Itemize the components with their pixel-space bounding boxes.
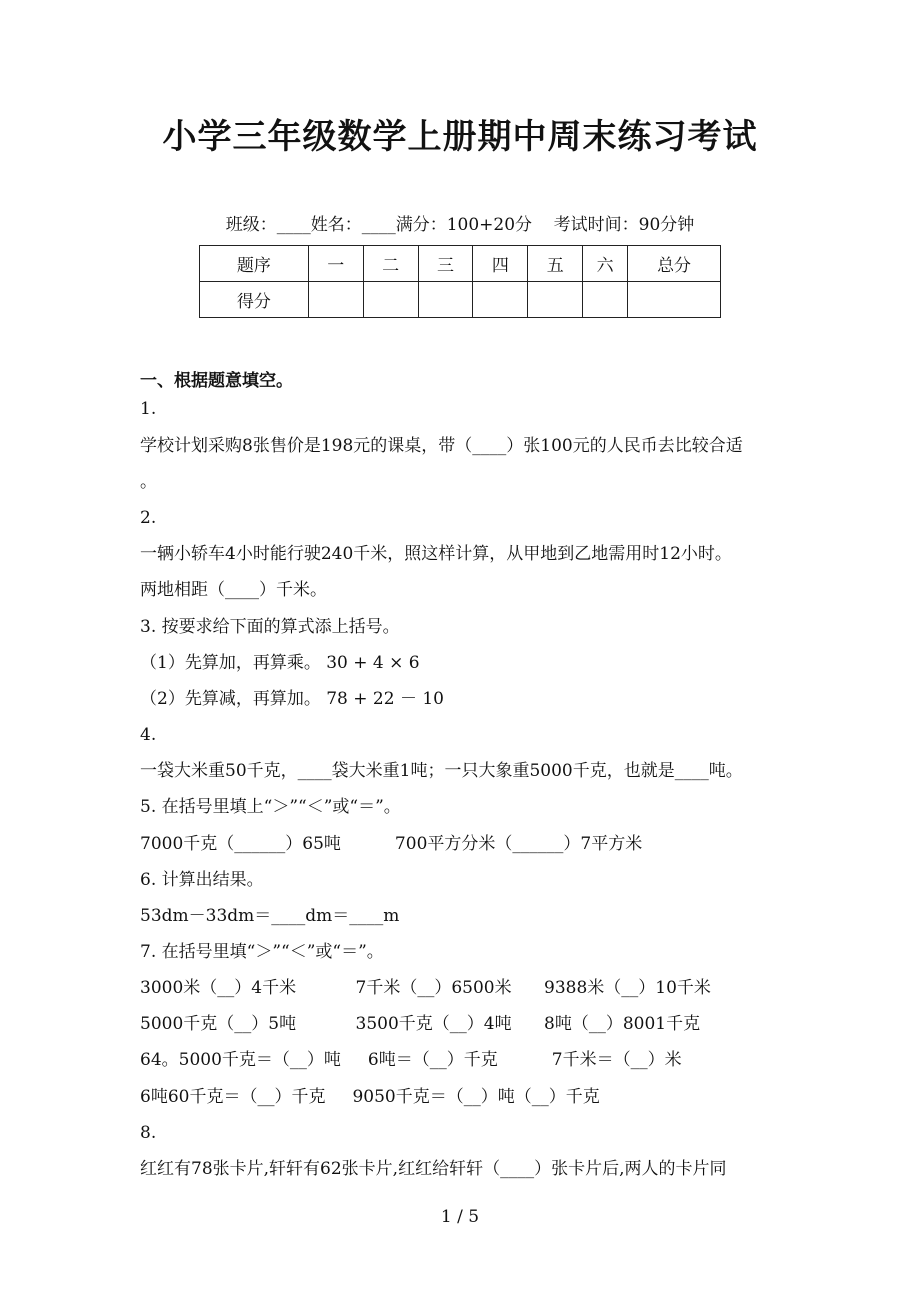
question-text: 5000千克（__）5吨 3500千克（__）4吨 8吨（__）8001千克 [140,1014,701,1034]
question-number: 2. [140,508,157,528]
score-header-cell: 题序 [200,246,309,282]
question-text: 3000米（__）4千米 7千米（__）6500米 9388米（__）10千米 [140,978,711,998]
question-number: 8. [140,1123,157,1143]
question-text: 两地相距（____）千米。 [140,580,327,600]
exam-info-line: 班级：____姓名：____满分：100+20分 考试时间：90分钟 [225,215,695,235]
question-text: 学校计划采购8张售价是198元的课桌，带（____）张100元的人民币去比较合适 [140,436,743,456]
question-text: 一袋大米重50千克，____袋大米重1吨；一只大象重5000千克，也就是____吨。 [140,761,743,781]
score-table-header-row [200,246,721,282]
section-heading: 一、根据题意填空。 [140,371,293,391]
score-entry-cell[interactable] [418,282,473,318]
question-text: 红红有78张卡片,轩轩有62张卡片,红红给轩轩（____）张卡片后,两人的卡片同 [140,1159,727,1179]
score-entry-cell[interactable] [628,282,721,318]
question-text: 7000千克（______）65吨 700平方分米（______）7平方米 [140,834,643,854]
score-header-cell: 五 [528,246,583,282]
question-text: （1）先算加，再算乘。 30 + 4 × 6 [140,653,420,673]
score-entry-cell[interactable] [528,282,583,318]
question-text: （2）先算减，再算加。 78 + 22 － 10 [140,689,444,709]
score-header-cell: 二 [363,246,418,282]
score-entry-cell[interactable] [308,282,363,318]
score-table-score-row [200,282,721,318]
question-text: 7. 在括号里填“＞”“＜”或“＝”。 [140,942,384,962]
question-text: 5. 在括号里填上“＞”“＜”或“＝”。 [140,797,401,817]
question-text: 。 [140,472,157,492]
score-row-label: 得分 [200,282,309,318]
question-number: 4. [140,725,157,745]
question-text: 3. 按要求给下面的算式添上括号。 [140,617,400,637]
page-title: 小学三年级数学上册期中周末练习考试 [162,117,758,157]
score-header-cell: 三 [418,246,473,282]
score-header-cell: 六 [583,246,628,282]
score-header-cell: 总分 [628,246,721,282]
question-number: 1. [140,399,157,419]
score-header-cell: 一 [308,246,363,282]
score-entry-cell[interactable] [583,282,628,318]
question-text: 6吨60千克＝（__）千克 9050千克＝（__）吨（__）千克 [140,1087,600,1107]
score-table [199,245,721,318]
question-text: 一辆小轿车4小时能行驶240千米，照这样计算，从甲地到乙地需用时12小时。 [140,544,732,564]
question-text: 64。5000千克＝（__）吨 6吨＝（__）千克 7千米＝（__）米 [140,1050,682,1070]
page-indicator: 1 / 5 [440,1207,480,1227]
score-entry-cell[interactable] [363,282,418,318]
question-text: 53dm－33dm＝____dm＝____m [140,906,400,926]
score-header-cell: 四 [473,246,528,282]
question-text: 6. 计算出结果。 [140,870,264,890]
score-entry-cell[interactable] [473,282,528,318]
